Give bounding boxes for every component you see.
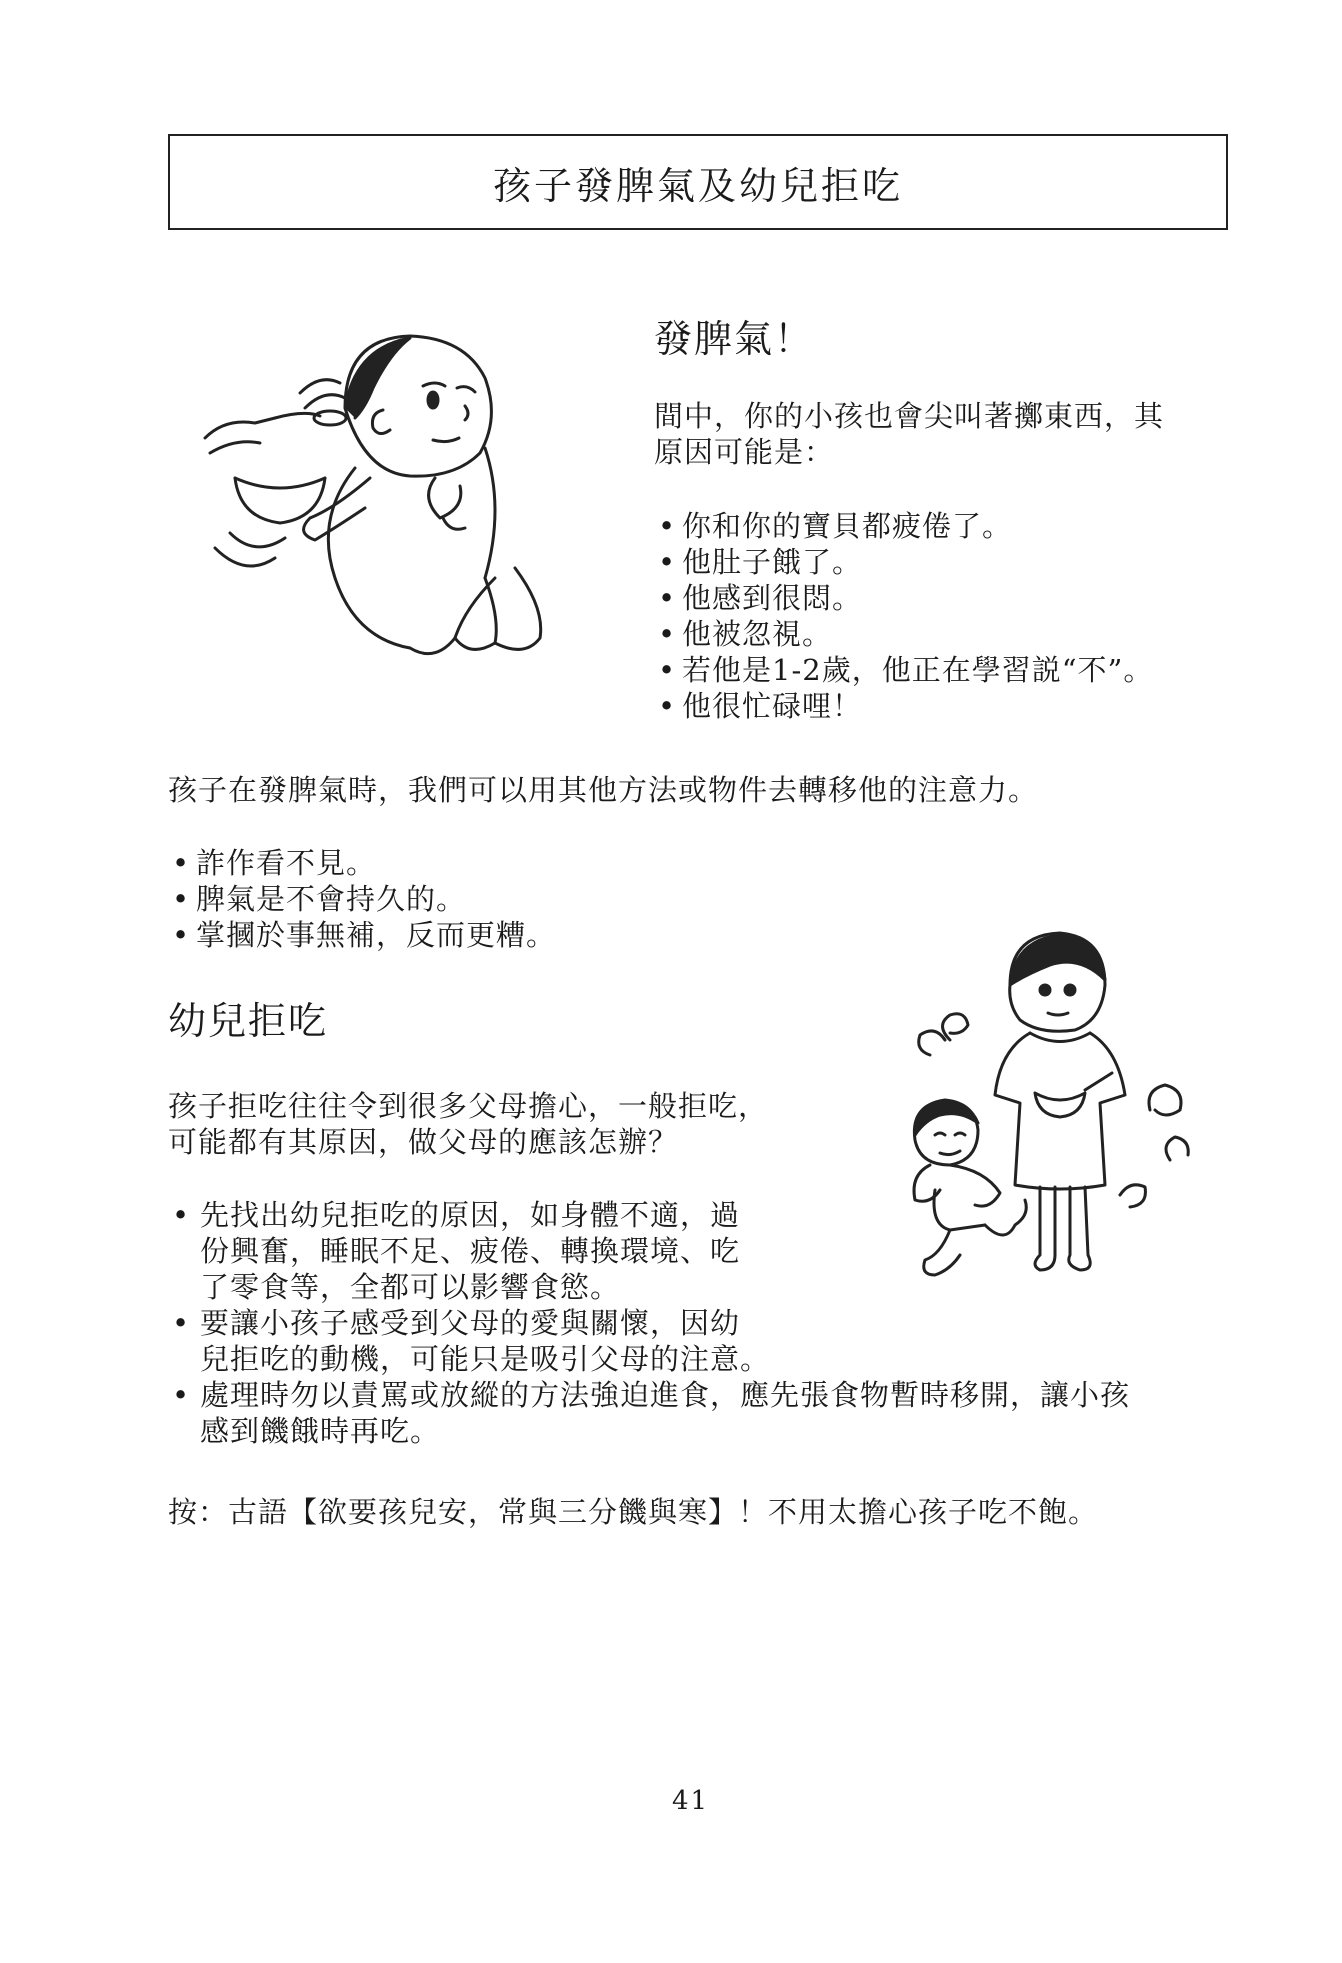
list-item: • 要讓小孩子感受到父母的愛與關懷，因幼 兒拒吃的動機，可能只是吸引父母的注意。	[172, 1306, 771, 1376]
title-box	[168, 134, 1228, 230]
list-item: • 你和你的寶貝都疲倦了。	[658, 509, 1013, 543]
list-item: • 掌摑於事無補，反而更糟。	[172, 918, 557, 952]
list-item: • 詐作看不見。	[172, 846, 377, 880]
tantrum-intro	[654, 398, 1164, 470]
list-item: • 處理時勿以責罵或放縱的方法強迫進食，應先張食物暫時移開，讓小孩 感到饑餓時再吃。	[172, 1378, 1131, 1448]
refuse-eating-intro	[168, 1088, 768, 1160]
list-item: • 他很忙碌哩！	[658, 689, 863, 723]
tantrum-intro-line: 原因可能是：	[654, 435, 835, 469]
tantrum-tips-list	[168, 845, 556, 953]
page-number: 41	[672, 1786, 710, 1816]
baby-tantrum-illustration	[195, 318, 585, 678]
list-item: • 若他是1-2歲，他正在學習説“不”。	[658, 653, 1154, 687]
list-item: • 他肚子餓了。	[658, 545, 863, 579]
refuse-eating-heading: 幼兒拒吃	[168, 999, 329, 1043]
refuse-eating-intro-line: 可能都有其原因，做父母的應該怎辦？	[168, 1125, 679, 1159]
proverb-note: 按：古語【欲要孩兒安，常與三分饑與寒】！不用太擔心孩子吃不飽。	[168, 1495, 1099, 1529]
page-title: 孩子發脾氣及幼兒拒吃	[492, 163, 903, 208]
tantrum-heading: 發脾氣！	[654, 317, 815, 361]
tantrum-reasons-list	[654, 508, 1153, 724]
tantrum-intro-line: 間中，你的小孩也會尖叫著擲東西，其	[654, 399, 1165, 433]
list-item: • 脾氣是不會持久的。	[172, 882, 467, 916]
refuse-eating-points	[168, 1197, 1130, 1449]
list-item: • 他被忽視。	[658, 617, 833, 651]
refuse-eating-intro-line: 孩子拒吃往往令到很多父母擔心，一般拒吃，	[168, 1089, 769, 1123]
list-item: • 他感到很悶。	[658, 581, 863, 615]
list-item: • 先找出幼兒拒吃的原因，如身體不適，過 份興奮，睡眠不足、疲倦、轉換環境、吃 了零食等，全都可以影響食慾。	[172, 1198, 741, 1304]
tantrum-advice: 孩子在發脾氣時，我們可以用其他方法或物件去轉移他的注意力。	[168, 773, 1039, 807]
